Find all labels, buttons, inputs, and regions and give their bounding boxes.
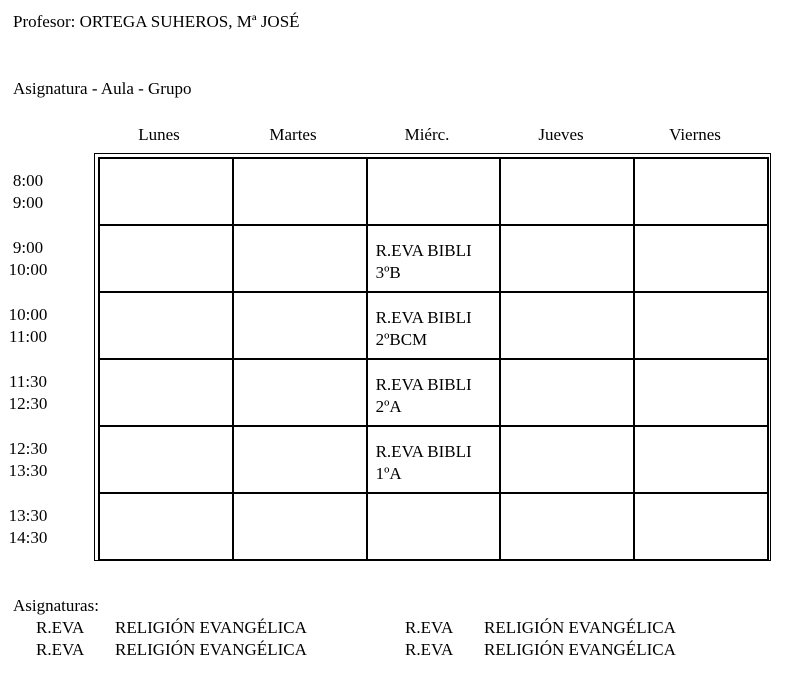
- schedule-cell: [367, 359, 501, 426]
- subject-name: RELIGIÓN EVANGÉLICA: [484, 618, 676, 637]
- schedule-cell: [367, 158, 501, 225]
- day-header-lunes: Lunes: [138, 125, 180, 144]
- subject-code: R.EVA: [36, 618, 85, 637]
- table-row: [99, 359, 768, 426]
- cell-group: 3ºB: [375, 263, 401, 282]
- schedule-cell: [500, 225, 634, 292]
- day-header-martes: Martes: [269, 125, 317, 144]
- day-header-jueves: Jueves: [538, 125, 584, 144]
- time-start: 9:00: [12, 238, 44, 257]
- schedule-cell: [233, 493, 367, 560]
- schedule-cell: [99, 426, 233, 493]
- cell-group: 1ºA: [375, 464, 402, 483]
- schedule-table: [98, 157, 769, 561]
- time-start: 13:30: [8, 506, 48, 525]
- subject-name: RELIGIÓN EVANGÉLICA: [484, 640, 676, 659]
- time-end: 14:30: [8, 528, 48, 547]
- table-row: [99, 292, 768, 359]
- schedule-cell: [634, 426, 768, 493]
- schedule-cell: [233, 426, 367, 493]
- table-row: [99, 158, 768, 225]
- time-start: 11:30: [8, 372, 48, 391]
- cell-subject: R.EVA BIBLI: [375, 241, 472, 260]
- schedule-cell: [233, 292, 367, 359]
- schedule-cell: [634, 292, 768, 359]
- day-header-viernes: Viernes: [669, 125, 721, 144]
- time-slot-1: [0, 170, 56, 214]
- schedule-cell: [367, 292, 501, 359]
- schedule-cell: [367, 426, 501, 493]
- schedule-cell: [99, 225, 233, 292]
- cell-group: 2ºBCM: [375, 330, 428, 349]
- schedule-cell: [233, 158, 367, 225]
- cell-group: 2ºA: [375, 397, 402, 416]
- subject-entry: [36, 640, 307, 660]
- schedule-cell: [634, 359, 768, 426]
- cell-subject: R.EVA BIBLI: [375, 375, 472, 394]
- schedule-cell: [367, 493, 501, 560]
- schedule-cell: [634, 225, 768, 292]
- table-row: [99, 225, 768, 292]
- schedule-cell: [233, 359, 367, 426]
- subject-entry: [405, 618, 676, 638]
- schedule-cell: [233, 225, 367, 292]
- schedule-cell: [99, 292, 233, 359]
- subject-name: RELIGIÓN EVANGÉLICA: [115, 618, 307, 637]
- time-slot-5: [0, 438, 56, 482]
- time-slot-3: [0, 304, 56, 348]
- time-end: 11:00: [8, 327, 48, 346]
- table-row: [99, 426, 768, 493]
- day-header-miercoles: Miérc.: [404, 125, 450, 144]
- time-start: 8:00: [12, 171, 44, 190]
- schedule-frame: [94, 153, 771, 561]
- schedule-cell: [500, 158, 634, 225]
- schedule-cell: [500, 292, 634, 359]
- subjects-title: Asignaturas:: [13, 596, 99, 615]
- schedule-cell: [500, 426, 634, 493]
- subject-entry: [405, 640, 676, 660]
- time-end: 10:00: [8, 260, 48, 279]
- schedule-cell: [634, 493, 768, 560]
- time-start: 12:30: [8, 439, 48, 458]
- time-slot-4: [0, 371, 56, 415]
- time-end: 9:00: [12, 193, 44, 212]
- subject-code: R.EVA: [36, 640, 85, 659]
- schedule-cell: [99, 493, 233, 560]
- schedule-cell: [634, 158, 768, 225]
- time-slot-2: [0, 237, 56, 281]
- time-end: 12:30: [8, 394, 48, 413]
- time-start: 10:00: [8, 305, 48, 324]
- cell-subject: R.EVA BIBLI: [375, 442, 472, 461]
- subject-name: RELIGIÓN EVANGÉLICA: [115, 640, 307, 659]
- schedule-cell: [99, 158, 233, 225]
- subject-entry: [36, 618, 307, 638]
- schedule-cell: [367, 225, 501, 292]
- table-row: [99, 493, 768, 560]
- schedule-cell: [500, 493, 634, 560]
- time-end: 13:30: [8, 461, 48, 480]
- schedule-cell: [99, 359, 233, 426]
- subject-code: R.EVA: [405, 640, 454, 659]
- legend-header: Asignatura - Aula - Grupo: [13, 79, 192, 98]
- professor-name: Profesor: ORTEGA SUHEROS, Mª JOSÉ: [13, 12, 300, 31]
- subject-code: R.EVA: [405, 618, 454, 637]
- cell-subject: R.EVA BIBLI: [375, 308, 472, 327]
- schedule-cell: [500, 359, 634, 426]
- time-slot-6: [0, 505, 56, 549]
